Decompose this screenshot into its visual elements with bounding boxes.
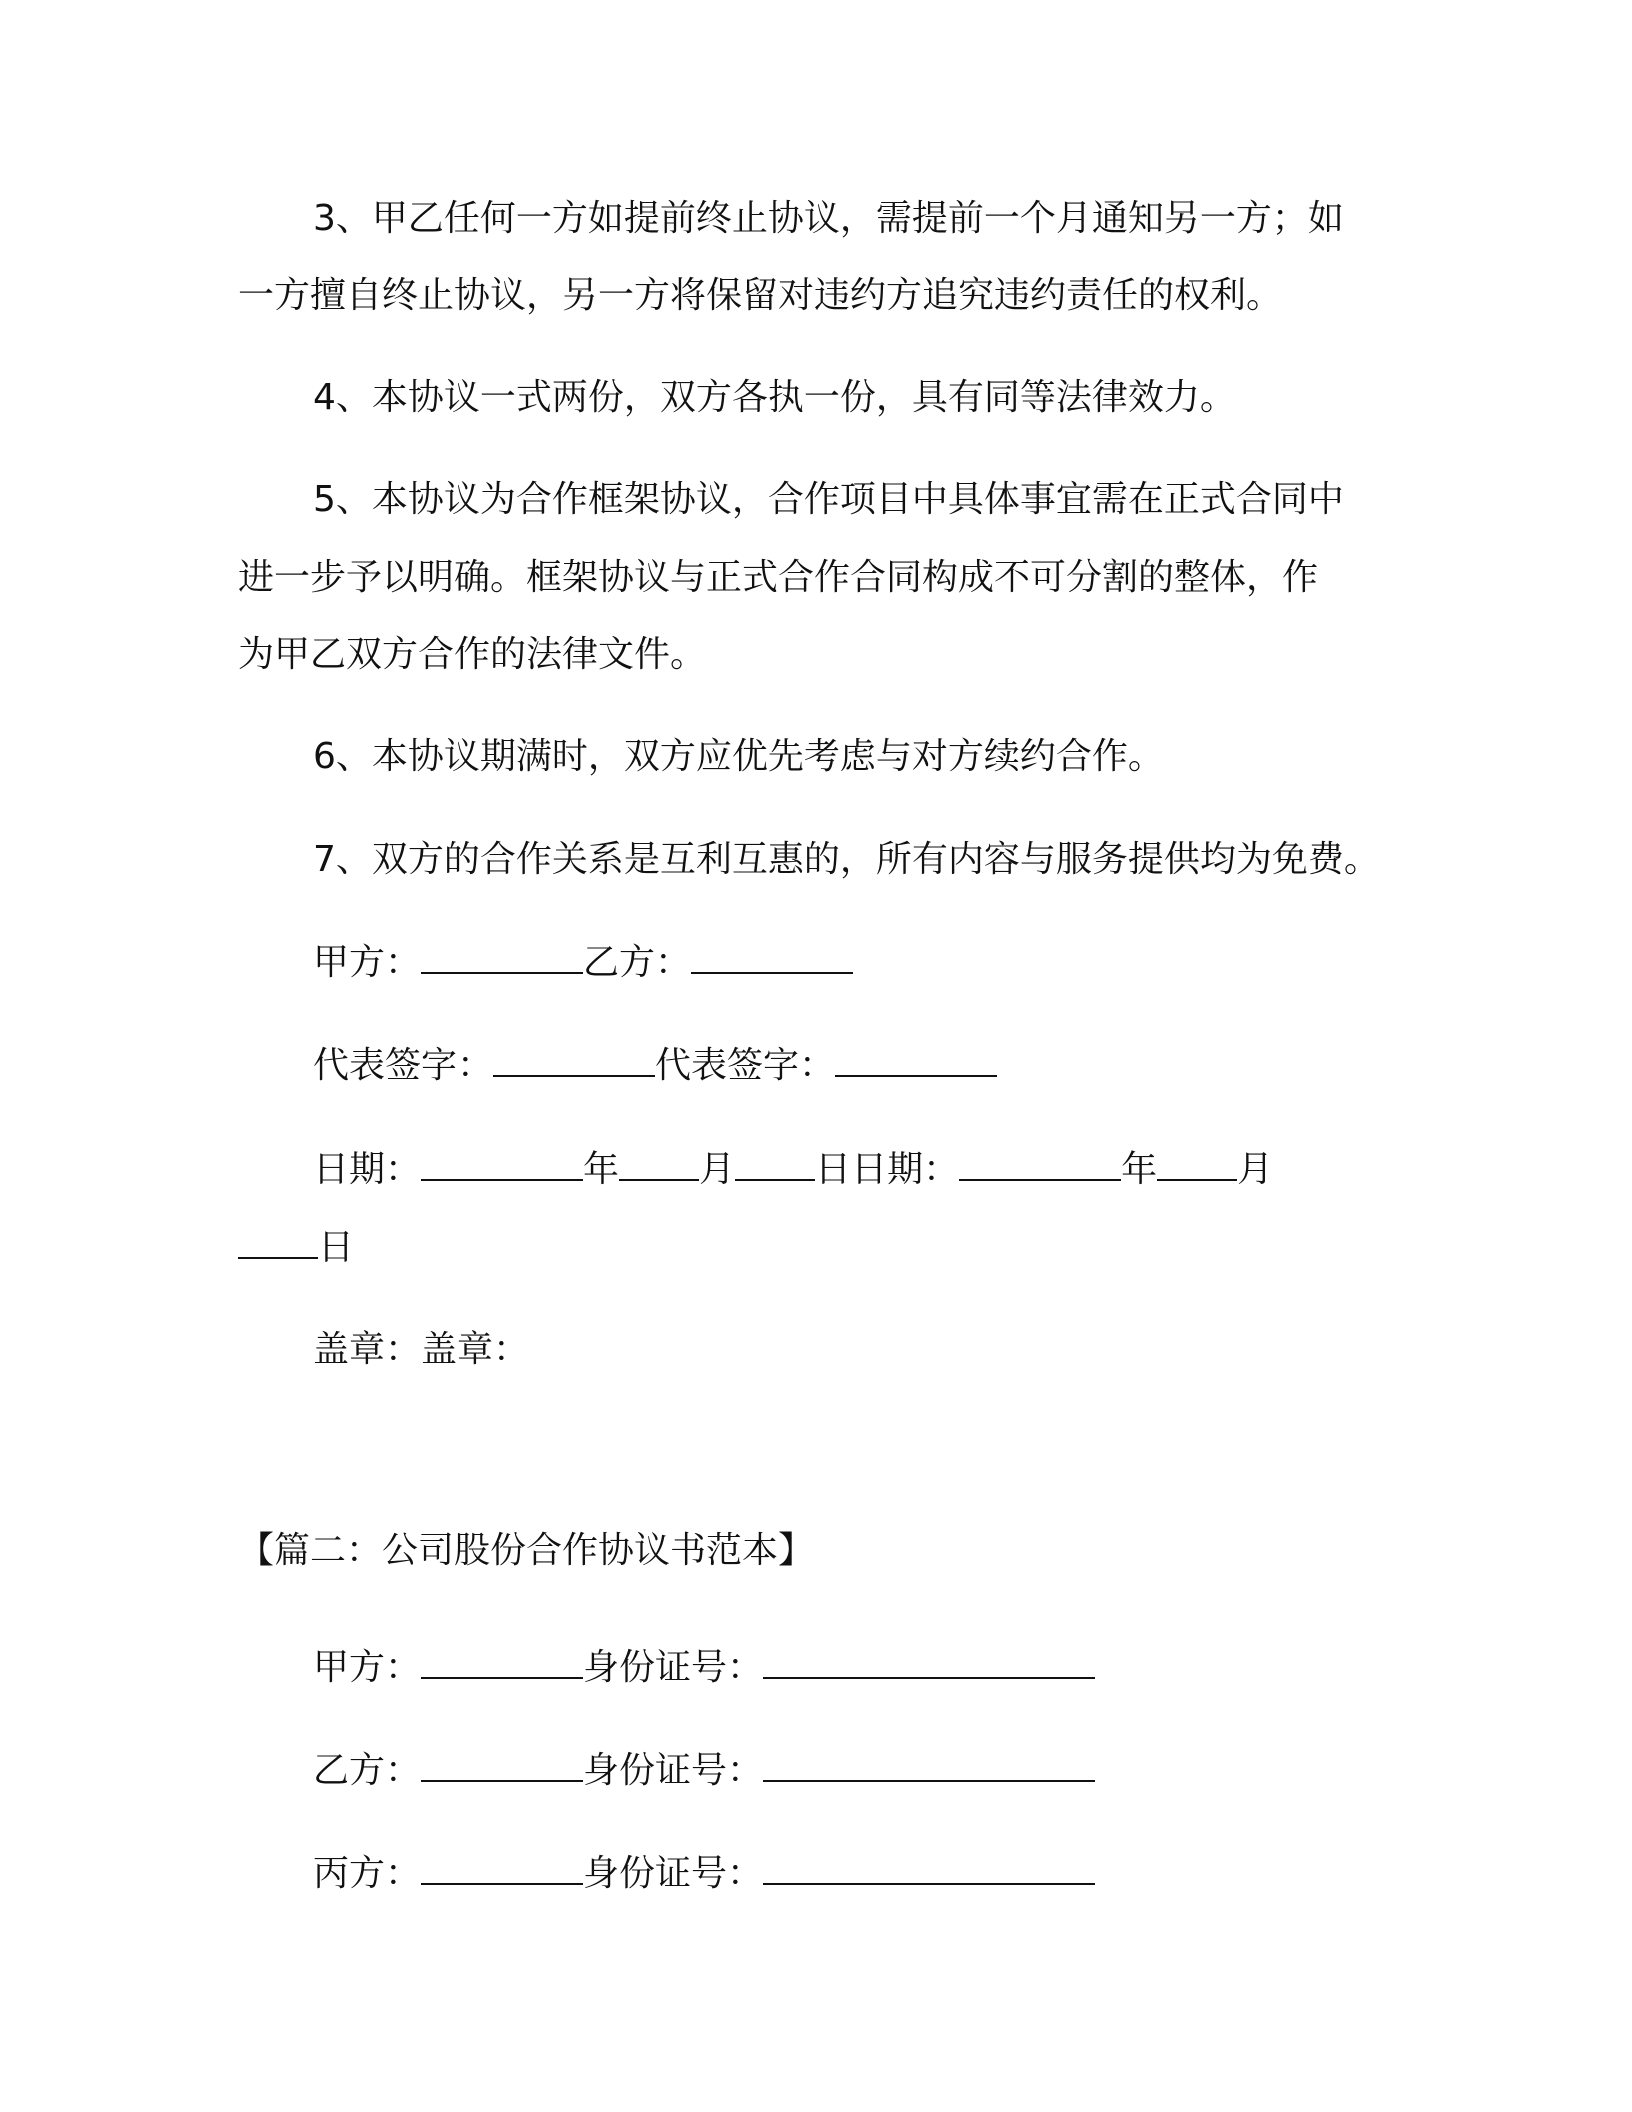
date-line-1 <box>313 1148 1273 1192</box>
rep-sign-label-a: 代表签字： <box>313 1045 494 1086</box>
date-label-b: 日期： <box>851 1149 960 1190</box>
clause-5-line-3: 为甲乙双方合作的法律文件。 <box>238 634 707 675</box>
month-label-a: 月 <box>699 1149 736 1190</box>
year-label-b: 年 <box>1121 1149 1158 1190</box>
date-year-blank-b[interactable] <box>959 1149 1121 1181</box>
month-label-b: 月 <box>1237 1149 1274 1190</box>
s2-party-c-id-blank[interactable] <box>763 1853 1095 1885</box>
party-b-label: 乙方： <box>583 942 692 983</box>
s2-party-c-id-label: 身份证号： <box>583 1853 764 1894</box>
rep-sign-blank-b[interactable] <box>835 1045 997 1077</box>
clause-7: 7、双方的合作关系是互利互惠的，所有内容与服务提供均为免费。 <box>313 839 1380 880</box>
s2-party-a-id-label: 身份证号： <box>583 1647 764 1688</box>
section-2-party-b-line <box>313 1749 1095 1793</box>
representative-sign-line <box>313 1044 997 1088</box>
s2-party-b-id-label: 身份证号： <box>583 1750 764 1791</box>
date-month-blank-a[interactable] <box>619 1149 699 1181</box>
day-label-b: 日 <box>318 1227 355 1268</box>
seal-line: 盖章：盖章： <box>313 1329 530 1370</box>
day-label-a: 日 <box>815 1149 852 1190</box>
s2-party-b-label: 乙方： <box>313 1750 422 1791</box>
s2-party-c-name-blank[interactable] <box>421 1853 583 1885</box>
section-2-party-c-line <box>313 1852 1095 1896</box>
clause-3-line-1: 3、甲乙任何一方如提前终止协议，需提前一个月通知另一方；如 <box>313 198 1344 239</box>
s2-party-a-label: 甲方： <box>313 1647 422 1688</box>
date-month-blank-b[interactable] <box>1157 1149 1237 1181</box>
s2-party-a-id-blank[interactable] <box>763 1647 1095 1679</box>
clause-3-line-2: 一方擅自终止协议，另一方将保留对违约方追究违约责任的权利。 <box>238 275 1283 316</box>
clause-5-line-2: 进一步予以明确。框架协议与正式合作合同构成不可分割的整体，作 <box>238 557 1319 598</box>
section-2-title: 【篇二：公司股份合作协议书范本】 <box>238 1530 815 1571</box>
clause-4: 4、本协议一式两份，双方各执一份，具有同等法律效力。 <box>313 377 1236 418</box>
s2-party-b-name-blank[interactable] <box>421 1750 583 1782</box>
party-a-label: 甲方： <box>313 942 422 983</box>
date-label-a: 日期： <box>313 1149 422 1190</box>
party-b-blank[interactable] <box>691 942 853 974</box>
clause-6: 6、本协议期满时，双方应优先考虑与对方续约合作。 <box>313 736 1164 777</box>
date-year-blank-a[interactable] <box>421 1149 583 1181</box>
s2-party-a-name-blank[interactable] <box>421 1647 583 1679</box>
rep-sign-label-b: 代表签字： <box>655 1045 836 1086</box>
signature-parties-line <box>313 941 853 985</box>
party-a-blank[interactable] <box>421 942 583 974</box>
section-2-party-a-line <box>313 1646 1095 1690</box>
year-label-a: 年 <box>583 1149 620 1190</box>
s2-party-c-label: 丙方： <box>313 1853 422 1894</box>
clause-5-line-1: 5、本协议为合作框架协议，合作项目中具体事宜需在正式合同中 <box>313 479 1344 520</box>
date-day-blank-a[interactable] <box>735 1149 815 1181</box>
rep-sign-blank-a[interactable] <box>493 1045 655 1077</box>
s2-party-b-id-blank[interactable] <box>763 1750 1095 1782</box>
date-day-blank-b[interactable] <box>238 1227 318 1259</box>
date-line-2 <box>238 1226 354 1270</box>
